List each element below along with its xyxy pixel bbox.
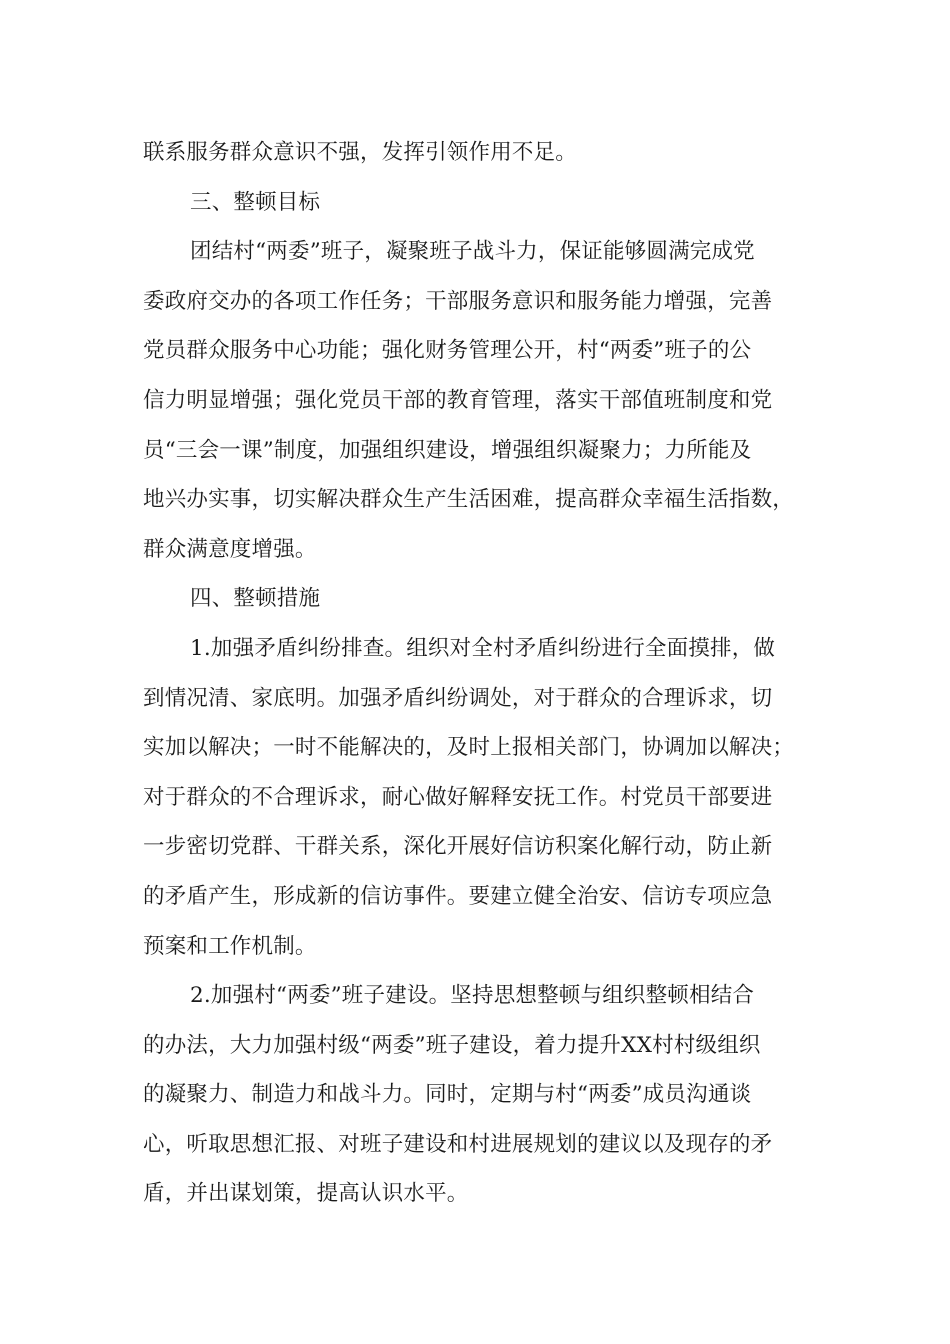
document-page [143, 128, 823, 1219]
text-line: 1.加强矛盾纠纷排查。组织对全村矛盾纠纷进行全面摸排，做 [190, 635, 776, 661]
text-line: 委政府交办的各项工作任务；干部服务意识和服务能力增强，完善 [143, 288, 773, 314]
text-line: 的凝聚力、制造力和战斗力。同时，定期与村“两委”成员沟通谈 [143, 1082, 752, 1108]
text-line: 团结村“两委”班子，凝聚班子战斗力，保证能够圆满完成党 [190, 239, 755, 265]
text-line: 信力明显增强；强化党员干部的教育管理，落实干部值班制度和党 [143, 387, 773, 413]
text-line: 一步密切党群、干群关系，深化开展好信访积案化解行动，防止新 [143, 834, 773, 860]
text-line: 群众满意度增强。 [143, 536, 317, 562]
text-line: 党员群众服务中心功能；强化财务管理公开，村“两委”班子的公 [143, 338, 752, 364]
text-line: 实加以解决；一时不能解决的，及时上报相关部门，协调加以解决； [143, 735, 795, 761]
text-line: 员“三会一课”制度，加强组织建设，增强组织凝聚力；力所能及 [143, 437, 752, 463]
text-line: 对于群众的不合理诉求，耐心做好解释安抚工作。村党员干部要进 [143, 784, 773, 810]
text-line: 2.加强村“两委”班子建设。坚持思想整顿与组织整顿相结合 [190, 983, 755, 1009]
section-heading: 三、整顿目标 [190, 189, 321, 215]
text-line: 心，听取思想汇报、对班子建设和村进展规划的建议以及现存的矛 [143, 1131, 773, 1157]
text-line: 盾，并出谋划策，提高认识水平。 [143, 1181, 469, 1207]
text-line: 的办法，大力加强村级“两委”班子建设，着力提升XX村村级组织 [143, 1032, 761, 1058]
text-line: 到情况清、家底明。加强矛盾纠纷调处，对于群众的合理诉求，切 [143, 685, 773, 711]
text-line: 的矛盾产生，形成新的信访事件。要建立健全治安、信访专项应急 [143, 883, 773, 909]
text-line: 预案和工作机制。 [143, 933, 317, 959]
section-heading: 四、整顿措施 [190, 586, 321, 612]
text-line: 联系服务群众意识不强，发挥引领作用不足。 [143, 140, 578, 165]
text-line: 地兴办实事，切实解决群众生产生活困难，提高群众幸福生活指数， [143, 487, 795, 513]
